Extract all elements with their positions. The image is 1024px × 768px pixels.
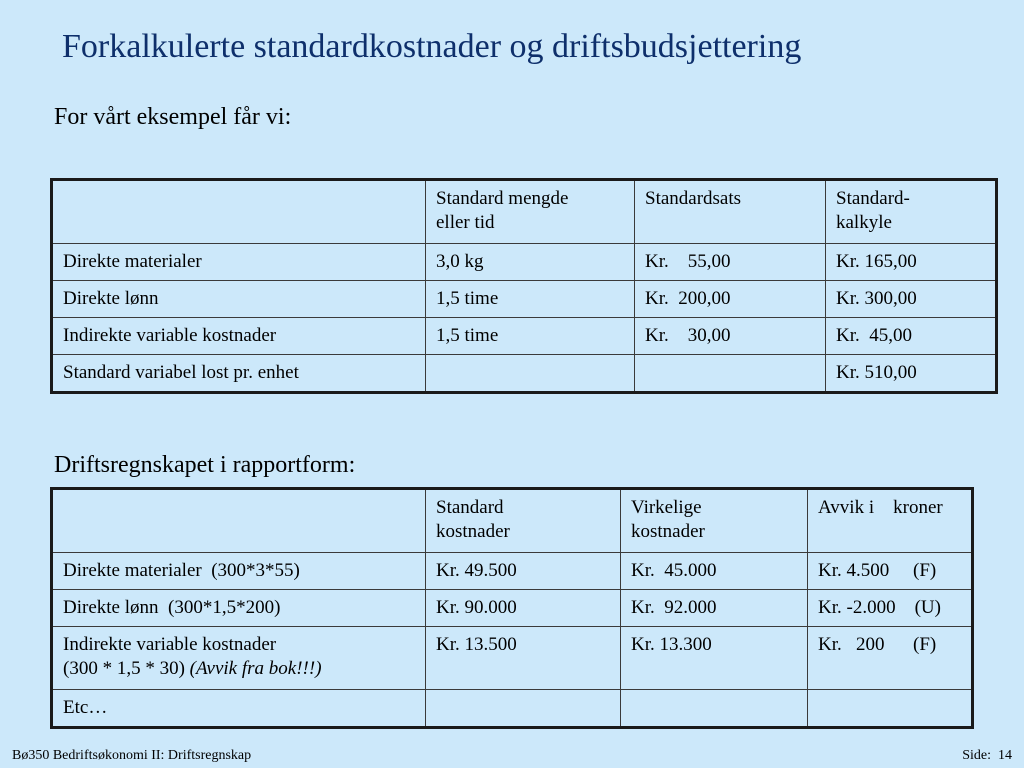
note-text: (Avvik fra bok!!!) <box>189 658 322 679</box>
header-cell: Virkelige kostnader <box>621 489 808 553</box>
table-cell: Kr. 200 (F) <box>808 627 973 690</box>
section-heading-report: Driftsregnskapet i rapportform: <box>54 452 356 478</box>
table-cell: Kr. 92.000 <box>621 590 808 627</box>
section-heading-example: For vårt eksempel får vi: <box>54 104 292 130</box>
table-row <box>52 553 973 590</box>
cell-line: Indirekte variable kostnader <box>63 634 277 655</box>
header-cell <box>52 180 426 244</box>
header-cell: Standard mengde eller tid <box>426 180 635 244</box>
table-cell: Direkte materialer <box>52 244 426 281</box>
table-cell: Indirekte variable kostnader <box>52 318 426 355</box>
table-row <box>52 355 997 393</box>
table-cell: Kr. 13.300 <box>621 627 808 690</box>
header-cell: Standard- kalkyle <box>826 180 997 244</box>
formula-text: (300 * 1,5 * 30) <box>63 658 190 679</box>
header-cell: Standard kostnader <box>426 489 621 553</box>
header-cell <box>52 489 426 553</box>
table-cell <box>52 627 426 690</box>
table-cell: Kr. 300,00 <box>826 281 997 318</box>
table-row <box>52 281 997 318</box>
operating-accounts-table <box>50 487 974 729</box>
table-cell: Kr. 49.500 <box>426 553 621 590</box>
table-cell: Kr. 45.000 <box>621 553 808 590</box>
table-cell: Etc… <box>52 690 426 728</box>
table-cell <box>426 355 635 393</box>
table-cell: Kr. 4.500 (F) <box>808 553 973 590</box>
table-cell: Kr. -2.000 (U) <box>808 590 973 627</box>
table-cell: Kr. 510,00 <box>826 355 997 393</box>
table-row <box>52 318 997 355</box>
table-cell: Kr. 45,00 <box>826 318 997 355</box>
table-header-row <box>52 180 997 244</box>
table-cell: Kr. 165,00 <box>826 244 997 281</box>
table-cell: Direkte lønn <box>52 281 426 318</box>
table-cell: 1,5 time <box>426 318 635 355</box>
table-cell: 3,0 kg <box>426 244 635 281</box>
table-cell: Kr. 30,00 <box>635 318 826 355</box>
cell-line <box>63 657 415 681</box>
table-cell <box>426 690 621 728</box>
table-cell <box>808 690 973 728</box>
table-cell: Standard variabel lost pr. enhet <box>52 355 426 393</box>
table-cell <box>621 690 808 728</box>
footer-page-number: Side: 14 <box>962 748 1012 763</box>
table-cell: Direkte lønn (300*1,5*200) <box>52 590 426 627</box>
table-cell: Kr. 13.500 <box>426 627 621 690</box>
table-cell: Kr. 55,00 <box>635 244 826 281</box>
table-row <box>52 627 973 690</box>
table-cell: 1,5 time <box>426 281 635 318</box>
table-row <box>52 690 973 728</box>
table-cell: Kr. 90.000 <box>426 590 621 627</box>
table-header-row <box>52 489 973 553</box>
standard-cost-table <box>50 178 998 394</box>
header-cell: Avvik i kroner <box>808 489 973 553</box>
table-cell: Kr. 200,00 <box>635 281 826 318</box>
footer-course-name: Bø350 Bedriftsøkonomi II: Driftsregnskap <box>12 748 252 763</box>
table-row <box>52 244 997 281</box>
page-title: Forkalkulerte standardkostnader og driftsbudsjettering <box>62 28 802 65</box>
table-row <box>52 590 973 627</box>
header-cell: Standardsats <box>635 180 826 244</box>
table-cell: Direkte materialer (300*3*55) <box>52 553 426 590</box>
table-cell <box>635 355 826 393</box>
